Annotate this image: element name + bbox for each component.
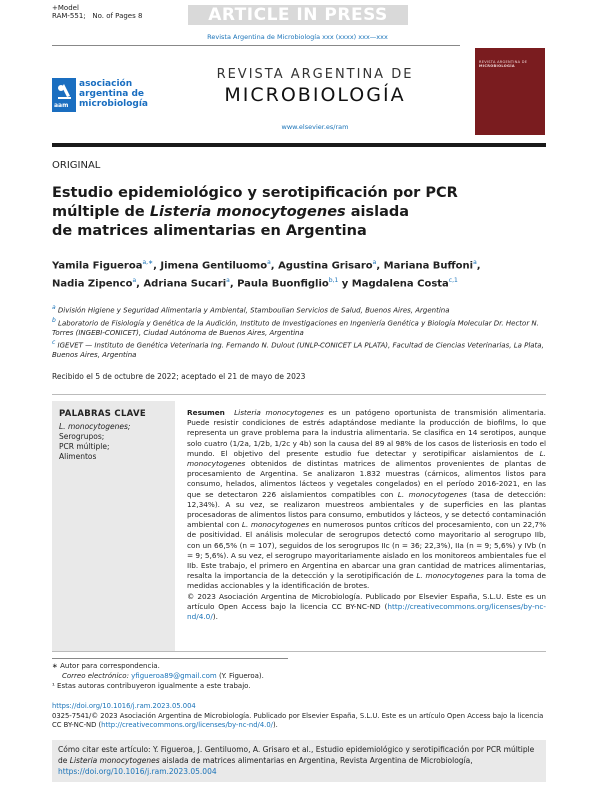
- footnote-email: Correo electrónico: yfigueroa89@gmail.com (Y. Figueroa).: [62, 672, 264, 680]
- citation-doi-link[interactable]: https://doi.org/10.1016/j.ram.2023.05.004: [58, 767, 217, 776]
- author: Paula Buonfiglio: [237, 278, 329, 290]
- doi-link[interactable]: https://doi.org/10.1016/j.ram.2023.05.004: [52, 702, 196, 710]
- masthead-rule: [52, 143, 546, 147]
- header-rule: [52, 45, 460, 46]
- abstract: Resumen Listeria monocytogenes es un patógeno oportunista de transmisión alimentaria. Puede resistir condiciones de estrés adaptándose mediante la producción de biofilms, lo que representa un grave problema para la industria alimentaria. Se clasifica en 14 serotipos, aunque solo cuatro (1/2a, 1/2b, 1/2c y 4b) son la causa del 89 al 98% de los casos de listeriosis en todo el mundo. El objetivo del presente estudio fue detectar y serotipificar aislamientos de L. monocytogenes obtenidos de distintas matrices de alimentos provenientes de plantas de procesamiento de Argentina. Se analizaron 1.832 muestras (cárnicos, alimentos listos para consumo, helados, alimentos lácteos y vegetales congelados) en el período 2016-2021, en las que se detectaron 226 aislamientos compatibles con L. monocytogenes (tasa de detección: 12,34%). A su vez, se realizaron muestreos ambientales y de superficies en las plantas procesadoras de alimentos listos para consumo, embutidos y lácteos, y se detectó contaminación ambiental con L. monocytogenes en numerosos puntos críticos del procesamiento, con un 22,7% de positividad. El análisis molecular de serogrupos detectó como mayoritario al serogrupo IIb, con un 66,5% (n = 107), seguidos de los serogrupos IIc (n = 36; 22,3%), IIa (n = 9; 5,6%) y IVb (n = 9; 5,6%). A su vez, el serogrupo mayoritariamente aislado en los monitoreos ambientales fue el IIb. Este trabajo, el primero en Argentina en abarcar una gran cantidad de matrices alimentarias, resalta la importancia de la detección y la serotipificación de L. monocytogenes para la toma de medidas accionables y la identificación de brotes. © 2023 Asociación Argentina de Microbiología. Publicado por Elsevier España, S.L.U. Este es un artículo Open Access bajo la licencia CC BY-NC-ND (http://creativecommons.org/licenses/by-nc-nd/4.0/).: [187, 408, 547, 622]
- affiliations: [52, 303, 546, 360]
- citation-text: Cómo citar este artículo: Y. Figueroa, J. Gentiluomo, A. Grisaro et al., Estudio epidemiológico y serotipificación por PCR múltiple de Listeria monocytogenes aislada de matrices alimentarias en Argentina, Revista Argentina de Microbiología, https://doi.org/10.1016/j.ram.2023.05.004: [58, 745, 535, 776]
- keyword-item: PCR múltiple;: [59, 442, 110, 451]
- author: Agustina Grisaro: [278, 260, 373, 272]
- article-in-press-banner: ARTICLE IN PRESS: [188, 5, 408, 25]
- abstract-label: Resumen: [187, 408, 225, 417]
- section-label: ORIGINAL: [52, 160, 101, 171]
- ref-code: RAM-551;: [52, 12, 86, 20]
- citation-box: [52, 740, 546, 782]
- author: Magdalena Costa: [351, 278, 449, 290]
- license-link[interactable]: http://creativecommons.org/licenses/by-nc-nd/4.0/: [187, 601, 546, 622]
- affiliation-c: $^c$ IGEVET — Instituto de Genética Veterinaria Ing. Fernando N. Dulout (UNLP-CONICET LA PLATA), Facultad de Ciencias Veterinarias, La Plata, Buenos Aires, Argentina: [52, 339, 544, 359]
- author: Mariana Buffoni: [383, 260, 474, 272]
- keyword-item: Serogrupos;: [59, 432, 105, 441]
- keywords-title: PALABRAS CLAVE: [59, 409, 146, 419]
- keywords-panel: [52, 401, 175, 651]
- divider: [52, 651, 546, 652]
- journal-citation-line[interactable]: Revista Argentina de Microbiología xxx (xxxx) xxx—xxx: [207, 33, 388, 41]
- affiliation-a: $^a$ División Higiene y Seguridad Alimentaria y Ambiental, Stamboulian Servicios de Salud, Buenos Aires, Argentina: [52, 304, 450, 315]
- journal-cover-image: [475, 48, 545, 135]
- model-label: +Model: [52, 4, 79, 12]
- association-logo: [52, 78, 162, 116]
- author: Yamila Figueroa: [52, 260, 143, 272]
- keyword-item: L. monocytogenes;: [59, 422, 131, 431]
- cover-title: REVISTA ARGENTINA DE MICROBIOLOGÍA: [479, 60, 528, 68]
- email-link[interactable]: yfigueroa89@gmail.com: [131, 672, 217, 680]
- article-ref: [52, 12, 142, 20]
- issn-license: 0325-7541/© 2023 Asociación Argentina de Microbiología. Publicado por Elsevier España, S.L.U. Este es un artículo Open Access bajo la licencia CC BY-NC-ND (http://creativecommons.org/licenses/by-nc-nd/4.0/).: [52, 711, 544, 729]
- footnote-equal: ¹ Estas autoras contribuyeron igualmente a este trabajo.: [52, 682, 251, 690]
- author-list: Yamila Figueroa$^{a,∗}$, Jimena Gentiluomo$^a$, Agustina Grisaro$^a$, Mariana Buffoni$^a$, Nadia Zipenco$^a$, Adriana Sucari$^a$, Paula Buonfiglio$^{b,1}$ y Magdalena Costa$^{c,1}$: [52, 259, 481, 290]
- aam-text: aam: [54, 102, 69, 109]
- page-count: No. of Pages 8: [92, 12, 143, 20]
- association-name: asociación argentina de microbiología: [79, 79, 148, 109]
- author: Jimena Gentiluomo: [160, 260, 268, 272]
- author: Adriana Sucari: [143, 278, 227, 290]
- keyword-item: Alimentos: [59, 452, 97, 461]
- footnotes: [52, 661, 352, 691]
- received-dates: Recibido el 5 de octubre de 2022; aceptado el 21 de mayo de 2023: [52, 372, 306, 381]
- journal-name-main: MICROBIOLOGÍA: [224, 84, 406, 106]
- divider: [52, 394, 546, 395]
- license-link[interactable]: http://creativecommons.org/licenses/by-nc-nd/4.0/: [101, 721, 273, 729]
- affiliation-b: $^b$ Laboratorio de Fisiología y Genética de la Audición, Instituto de Investigaciones en Ingeniería Genética y Biología Molecular Dr. Hector N. Torres (INGEBI-CONICET), Ciudad Autónoma de Buenos Aires, Argentina: [52, 316, 539, 337]
- journal-url-link[interactable]: www.elsevier.es/ram: [281, 123, 349, 131]
- article-title: Estudio epidemiológico y serotipificación por PCR múltiple de Listeria monocytogenes aislada de matrices alimentarias en Argentina: [52, 185, 458, 239]
- author: Nadia Zipenco: [52, 278, 133, 290]
- footnote-rule: [52, 658, 288, 659]
- doi-block: [52, 702, 546, 731]
- abstract-copyright: © 2023 Asociación Argentina de Microbiología. Publicado por Elsevier España, S.L.U. Este es un artículo Open Access bajo la licencia CC BY-NC-ND (http://creativecommons.org/licenses/by-nc-nd/4.0/).: [187, 591, 546, 622]
- footnote-corresponding: ∗ Autor para correspondencia.: [52, 662, 160, 670]
- keywords-list: [59, 422, 130, 462]
- journal-name-top: REVISTA ARGENTINA DE: [216, 67, 414, 82]
